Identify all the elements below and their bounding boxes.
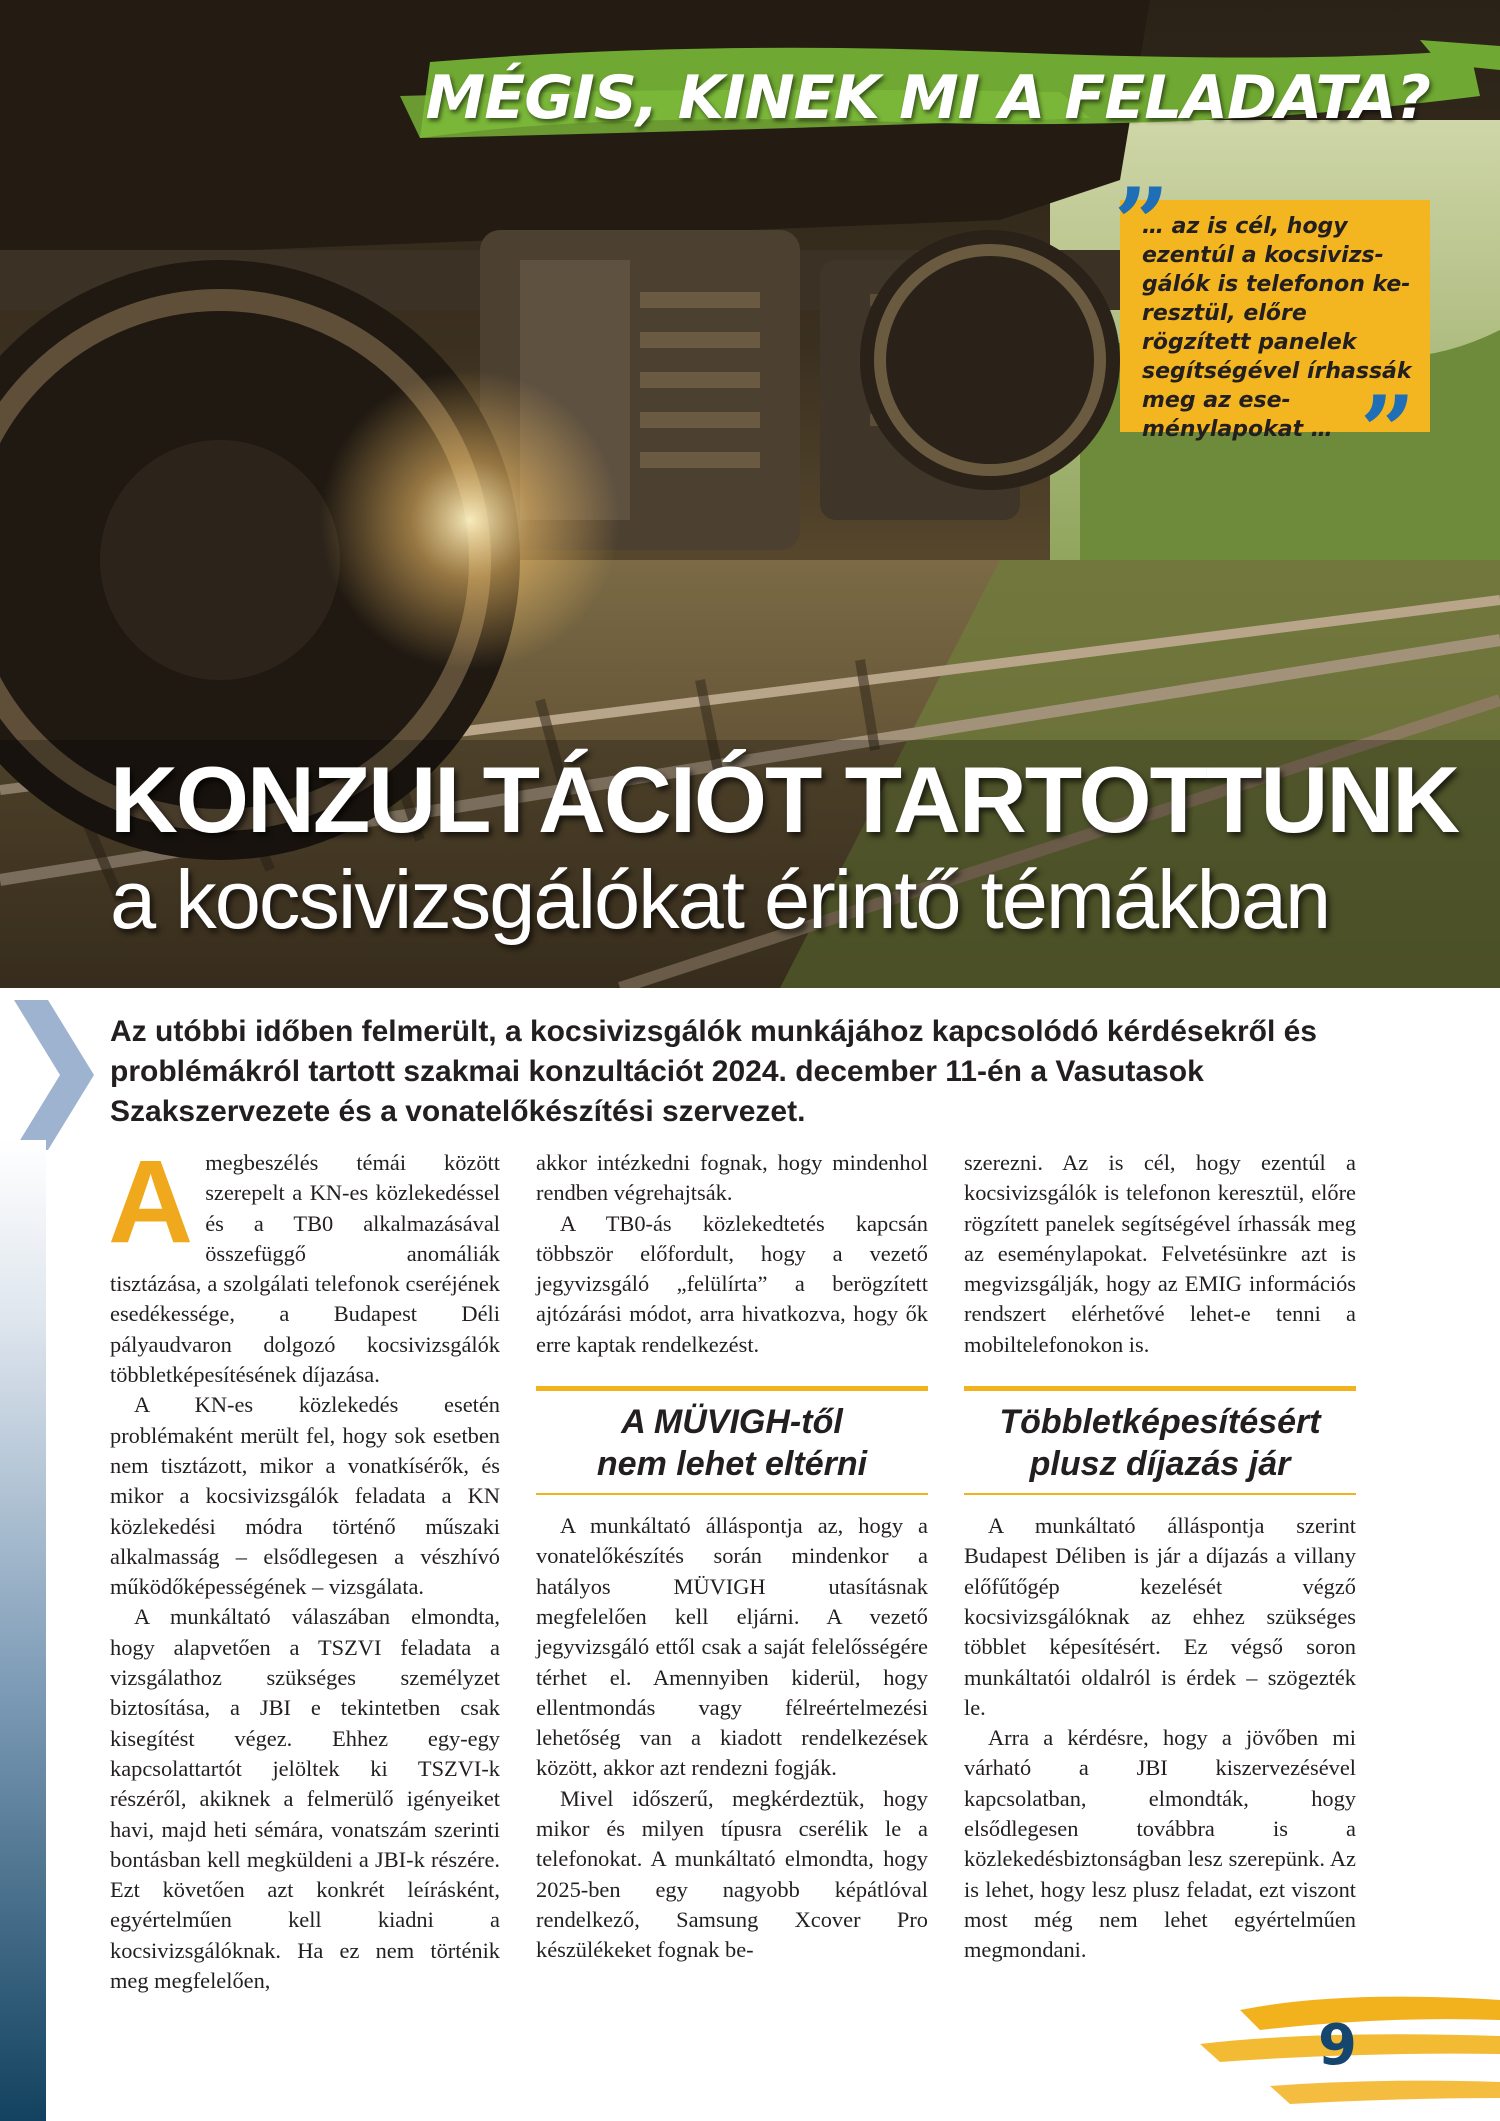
article-column-1 [108,1136,500,1996]
paragraph: megbeszélés témái között szerepelt a KN-es közlekedéssel és a TB0 alkalmazásával összefüggő anomáliák tisztázása, a szolgálati telefonok cseréjének esedékessége, a Budapest Déli pályaudvaron dolgozó kocsivizsgálók többletképesítésének díjazása. [110,1150,500,1388]
paragraph: A KN-es közlekedés esetén problémaként merült fel, hogy sok esetben nem tisztázott, mikor a vonatkísérők, és mikor a kocsivizsgálók feladata a KN közlekedési módra történő műszaki alkalmasság – elsődlegesen a vészhívó működőképességének – vizsgálata. [110,1392,500,1600]
pull-quote-text: … az is cél, hogy ezentúl a kocsivizs- gálók is telefonon ke- resztül, előre rögzített panelek segítségével írhassák meg az ese- ménylapokat … [1142,214,1412,442]
page-number: 9 [1318,2013,1357,2078]
section-heading-line: plusz díjazás jár [1029,1445,1291,1484]
kicker-title: MÉGIS, KINEK MI A FELADATA? [425,63,1430,133]
section-heading [964,1386,1356,1495]
paragraph: A munkáltató válaszában elmondta, hogy alapvetően a TSZVI feladata a vizsgálathoz szükséges személyzet biztosítása, a JBI e tekintetben csak kisegítést végez. Ehhez egy-egy kapcsolattartót jelöltek ki TSZVI-k részéről, akiknek a felmerülő igényeiket havi, majd heti sémára, vonatszám szerinti bontásban kell megküldeni a JBI-k részére. Ezt követően azt konkrét leírásként, egyértelműen kell kiadni a kocsivizsgálóknak. Ha ez nem történik meg megfelelően, [110,1604,500,1994]
paragraph: A munkáltató álláspontja szerint Budapest Déliben is jár a díjazás a villany előfűtőgép kezelését végző kocsivizsgálóknak az ehhez szükséges többlet képesítésért. Ez végső soron munkáltatói oldalról is érdek – szögezték le. [964,1513,1356,1720]
headline-subtitle: a kocsivizsgálókat érintő témákban [110,853,1330,946]
section-heading-line: nem lehet eltérni [596,1445,868,1484]
drop-cap: A [108,1136,194,1268]
quote-open-icon: ” [1114,167,1170,280]
section-heading-line: A MÜVIGH-től [621,1403,843,1442]
section-heading-line: Többletképesítésért [999,1403,1321,1442]
headline-main: KONZULTÁCIÓT TARTOTTUNK [110,747,1459,852]
hero-photo [0,0,1500,988]
paragraph: A TB0-ás közlekedtetés kapcsán többször előfordult, hogy a vezető jegyvizsgáló „felülírta” a berögzített ajtózárási módot, arra hivatkozva, hogy ők erre kaptak rendelkezést. [536,1210,928,1357]
article-lede: Az utóbbi időben felmerült, a kocsivizsgálók munkájához kapcsolódó kérdésekről és problémákról tartott szakmai konzultációt 2024. december 11-én a Vasutasok Szakszervezete és a vonatelőkészítési szervezet. [110,1015,1317,1128]
article-column-2 [536,1148,928,1966]
chevron-right-icon [14,1000,94,1150]
paragraph: Arra a kérdésre, hogy a jövőben mi várható a JBI kiszervezésével kapcsolatban, elmondták, hogy elsődlegesen továbbra is a közlekedésbiztonságban lesz szerepünk. Az is lehet, hogy lesz plusz feladat, ezt viszont most még nem lehet egyértelműen megmondani. [964,1725,1356,1963]
article-headline [110,747,1459,948]
quote-close-icon: ” [1360,375,1416,488]
article-column-3 [964,1148,1356,1966]
paragraph: A munkáltató álláspontja az, hogy a vonatelőkészítés során mindenkor a hatályos MÜVIGH utasításnak megfelelően kell eljárni. A vezető jegyvizsgáló ettől csak a saját felelősségére térhet el. Amennyiben kiderül, hogy ellentmondás vagy félreértelmezési lehetőség van a kiadott rendelkezések között, akkor azt rendezni fogják. [536,1513,928,1781]
paragraph: akkor intézkedni fognak, hogy mindenhol rendben végrehajtsák. [536,1150,928,1206]
paragraph: Mivel időszerű, megkérdeztük, hogy mikor és milyen típusra cserélik le a telefonokat. A munkáltató elmondta, hogy 2025-ben egy nagyobb képátlóval rendelkező, Samsung Xcover Pro készülékeket fognak be- [536,1785,928,1963]
paragraph: szerezni. Az is cél, hogy ezentúl a kocsivizsgálók is telefonon keresztül, előre rögzített panelek segítségével írhassák meg az eseménylapokat. Felvetésünkre azt is megvizsgálják, hogy az EMIG információs rendszert elérhetővé lehet-e tenni a mobiltelefonokon is. [964,1150,1356,1357]
section-heading [536,1386,928,1495]
left-margin-gradient [0,1140,46,2121]
